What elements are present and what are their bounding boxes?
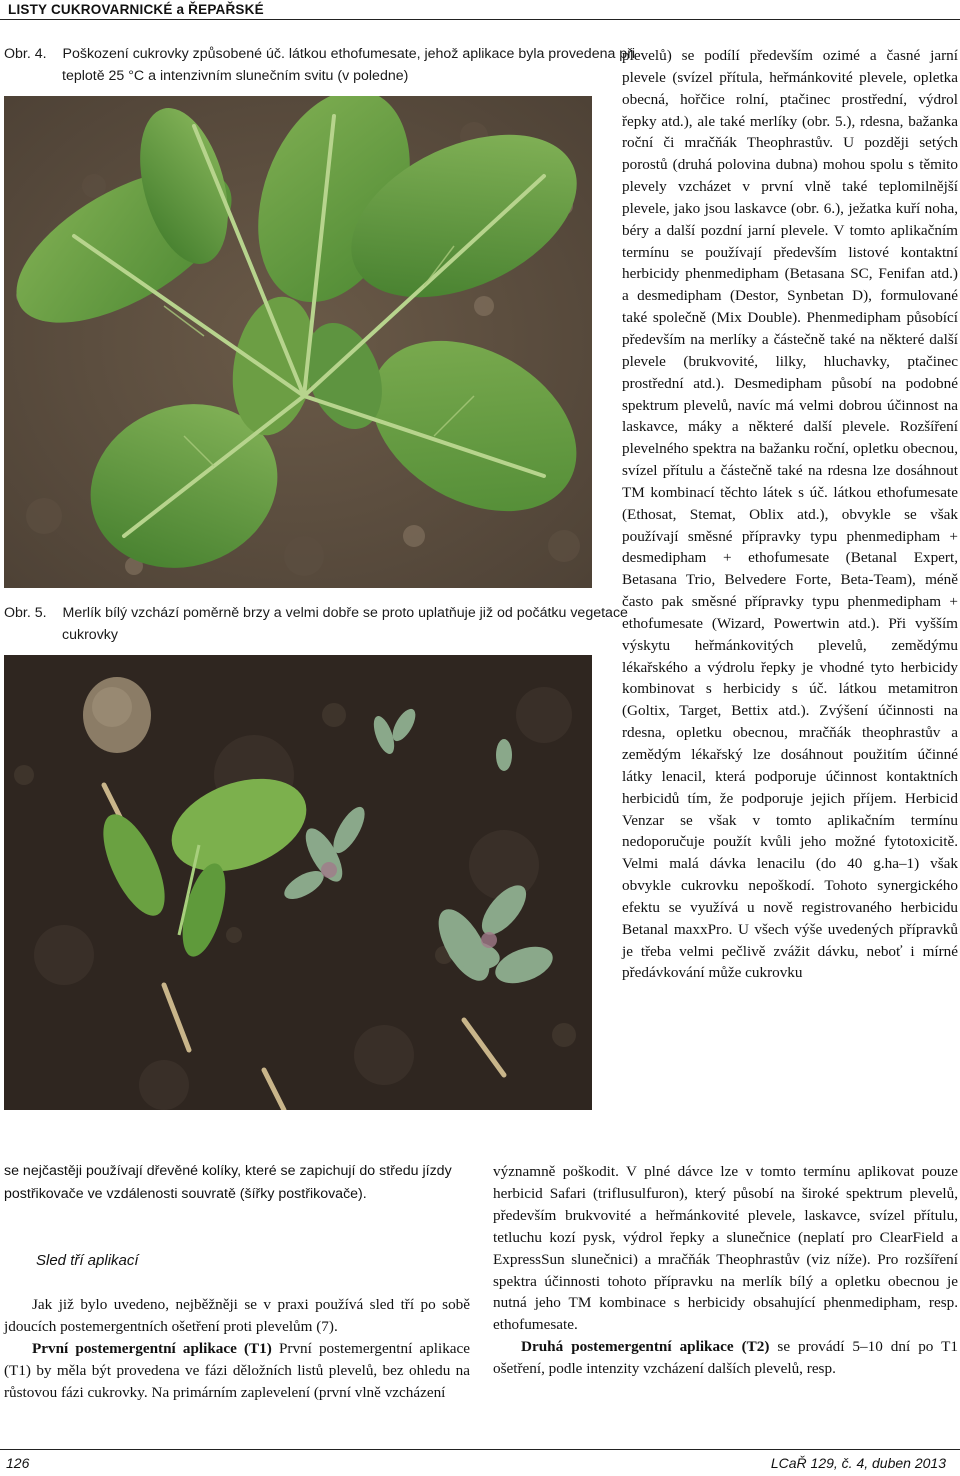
figure-4-caption [4,44,662,87]
figure-5-caption-text: Merlík bílý vzchází poměrně brzy a velmi dobře se proto uplatňuje již od počátku vegetace cukrovky [62,605,628,643]
seedlings-soil-image [4,655,592,1110]
t2-text: se provádí 5–10 dní po T1 ošetření, podle intenzity vzcházení dalších plevelů, resp. [493,1338,958,1378]
right-lower-text [493,1161,958,1380]
sugar-beet-plant-image [4,96,592,588]
intro-paragraph: Jak již bylo uvedeno, nejběžněji se v praxi používá sled tří po sobě jdoucích postemergentních ošetření proti plevelům (7). [4,1296,470,1335]
figure-4-label: Obr. 4. [4,46,47,62]
footer-rule [0,1449,960,1450]
t2-paragraph [493,1336,958,1380]
left-column-text [4,1294,470,1404]
header-rule [0,19,960,20]
right-column-text [622,45,958,984]
journal-header: LISTY CUKROVARNICKÉ a ŘEPAŘSKÉ [8,2,264,17]
section-heading: Sled tří aplikací [36,1252,139,1269]
t1-paragraph [4,1338,470,1404]
figure-5-photo [4,655,592,1110]
safari-paragraph: významně poškodit. V plné dávce lze v tomto termínu aplikovat pouze herbicid Safari (triflusulfuron), který působí na široké spektrum plevelů, především brukvovité a heřmánkovité plevele, laskavce, svízel přítulu, tetluchu kozí pysk, výdrol řepky a slunečnice (neplatí pro ClearField a ExpressSun slunečnici) a mračňák Theophrastův (viz níže). Pro rozšíření spektra účinnosti tohoto přípravku na merlík bílý a opletku obecnou je nutná jeho TM kombinace s herbicidy obsahující phenmedipham, resp. ethofumesate. [493,1163,958,1334]
page-number: 126 [6,1455,30,1471]
figure-4-caption-text: Poškození cukrovky způsobené úč. látkou ethofumesate, jehož aplikace byla provedena při teplotě 25 °C a intenzivním slunečním svitu (v poledne) [62,46,636,84]
journal-issue: LCaŘ 129, č. 4, duben 2013 [770,1455,946,1471]
figure-5-caption [4,603,662,646]
stakes-paragraph: se nejčastěji používají dřevěné kolíky, které se zapichují do středu jízdy postřikovače ve vzdálenosti souvratě (šířky postřikovače). [4,1163,452,1202]
t1-heading: První postemergentní aplikace (T1) [32,1340,272,1357]
figure-5-label: Obr. 5. [4,605,47,621]
t1-text: První postemergentní aplikace (T1) by měla být provedena ve fázi děložních listů plevelů, bez ohledu na růstovou fázi cukrovky. Na primárním zaplevelení (první vlně vzcházení [4,1340,471,1401]
t2-heading: Druhá postemergentní aplikace (T2) [521,1338,770,1356]
figure-4-photo [4,96,592,588]
right-column-paragraph: plevelů) se podílí především ozimé a časné jarní plevele (svízel přítula, heřmánkovité plevele, opletka obecná, hořčice rolní, ptačinec prostřední, výdrol řepky atd.), ale také merlíky (obr. 5.), rdesna, bažanka roční či mračňák Theophrastův. U později setých porostů (druhá polovina dubna) mohou spolu s těmito plevely vzcházet v první vlně také teplomilnější plevele, jako jsou laskavce (obr. 6.), ježatka kuří noha, béry a další pozdní jarní plevele. V tomto aplikačním termínu se používají především listové kontaktní herbicidy phenmedipham (Betasana SC, Fenifan atd.) a desmedipham (Destor, Synbetan D), formulované také společně (Mix Double). Phenmedipham působící především na merlíky a částečně také na některé další plevele (brukvovité, lilky, hluchavky, ptačinec prostřední atd.). Desmedipham působí na podobné spektrum plevelů, navíc má velmi dobrou účinnost na laskavce, máky a některé další plevele. Rozšíření plevelného spektra na bažanku roční, opletku obecnou, svízel přítulu a částečně také na rdesna lze dosáhnout TM kombinací těchto látek s úč. látkou ethofumesate (Ethosat, Stemat, Oblix atd.), obvykle se však používají směsné přípravky typu phenmedipham + desmedipham + ethofumesate (Betanal Expert, Betasana Trio, Belvedere Forte, Beta-Team), méně často pak směsné přípravky typu phenmedipham + ethofumesate (Wizard, Powertwin atd.). Při vyšším výskytu heřmánkovitých plevelů, zemědýmu lékařského a výdrolu řepky je vhodné tyto herbicidy kombinovat s herbicidy s úč. látkou metamitron (Goltix, Target, Bettix atd.). Zvýšení účinnosti na rdesna, opletku obecnou, mračňák theophrastův a zemědým lékařský lze dosáhnout použitím účinné látky lenacil, která podporuje účinnost kontaktních herbicidů tím, že podporuje jejich příjem. Herbicid Venzar se však v tomto aplikačním termínu nedoporučuje použít kvůli jeho možné fytotoxicitě. Velmi malá dávka lenacilu (do 40 g.ha–1) však obvykle cukrovku nepoškodí. Tohoto synergického efektu se využívá u nově registrovaného herbicidu Betanal maxxPro. U všech výše uvedených přípravků je třeba velmi pečlivě zvážit dávku, neboť i mírné předávkování může cukrovku [622,47,958,982]
